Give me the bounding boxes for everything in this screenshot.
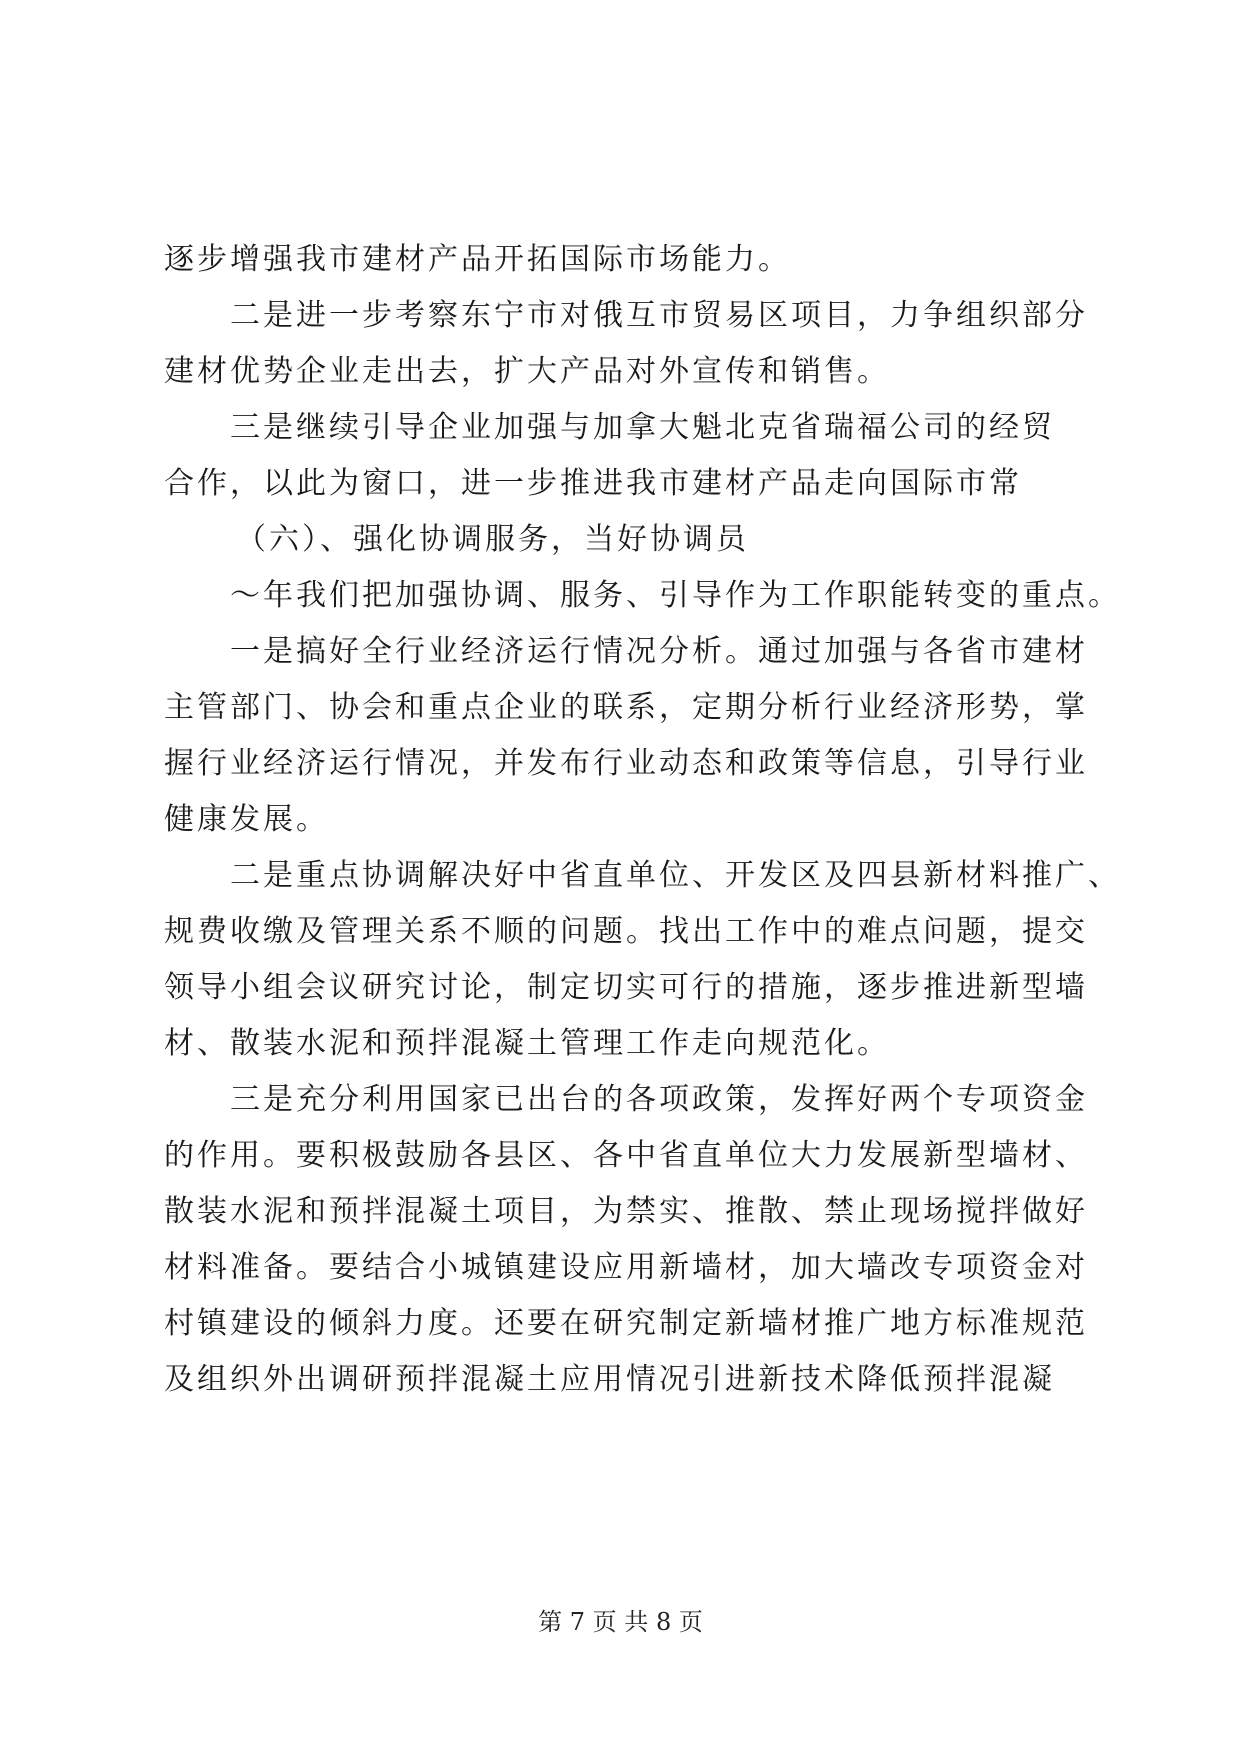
document-body <box>164 232 1121 1408</box>
body-line: 一是搞好全行业经济运行情况分析。通过加强与各省市建材 <box>230 634 1088 669</box>
body-line: 二是重点协调解决好中省直单位、开发区及四县新材料推广、 <box>230 858 1121 893</box>
section-heading: （六）、强化协调服务，当好协调员 <box>236 522 749 557</box>
body-line: 领导小组会议研究讨论，制定切实可行的措施，逐步推进新型墙 <box>164 970 1088 1005</box>
body-line: 规费收缴及管理关系不顺的问题。找出工作中的难点问题，提交 <box>164 914 1088 949</box>
body-line: 二是进一步考察东宁市对俄互市贸易区项目，力争组织部分 <box>230 298 1088 333</box>
body-line: 材料准备。要结合小城镇建设应用新墙材，加大墙改专项资金对 <box>164 1250 1088 1285</box>
body-line: 主管部门、协会和重点企业的联系，定期分析行业经济形势，掌 <box>164 690 1088 725</box>
body-line: 逐步增强我市建材产品开拓国际市场能力。 <box>164 242 791 277</box>
body-line: 握行业经济运行情况，并发布行业动态和政策等信息，引导行业 <box>164 746 1088 781</box>
body-line: 三是继续引导企业加强与加拿大魁北克省瑞福公司的经贸 <box>230 410 1055 445</box>
body-line: 三是充分利用国家已出台的各项政策，发挥好两个专项资金 <box>230 1082 1088 1117</box>
body-line: 散装水泥和预拌混凝土项目，为禁实、推散、禁止现场搅拌做好 <box>164 1194 1088 1229</box>
body-line: 合作，以此为窗口，进一步推进我市建材产品走向国际市常 <box>164 466 1022 501</box>
body-line: 村镇建设的倾斜力度。还要在研究制定新墙材推广地方标准规范 <box>164 1306 1088 1341</box>
body-line: 及组织外出调研预拌混凝土应用情况引进新技术降低预拌混凝 <box>164 1362 1055 1397</box>
body-line: 材、散装水泥和预拌混凝土管理工作走向规范化。 <box>164 1026 890 1061</box>
body-line: 的作用。要积极鼓励各县区、各中省直单位大力发展新型墙材、 <box>164 1138 1088 1173</box>
body-line: ～年我们把加强协调、服务、引导作为工作职能转变的重点。 <box>230 578 1121 613</box>
body-line: 健康发展。 <box>164 802 329 837</box>
page-number-footer: 第 7 页 共 8 页 <box>538 1608 703 1636</box>
body-line: 建材优势企业走出去，扩大产品对外宣传和销售。 <box>164 354 890 389</box>
